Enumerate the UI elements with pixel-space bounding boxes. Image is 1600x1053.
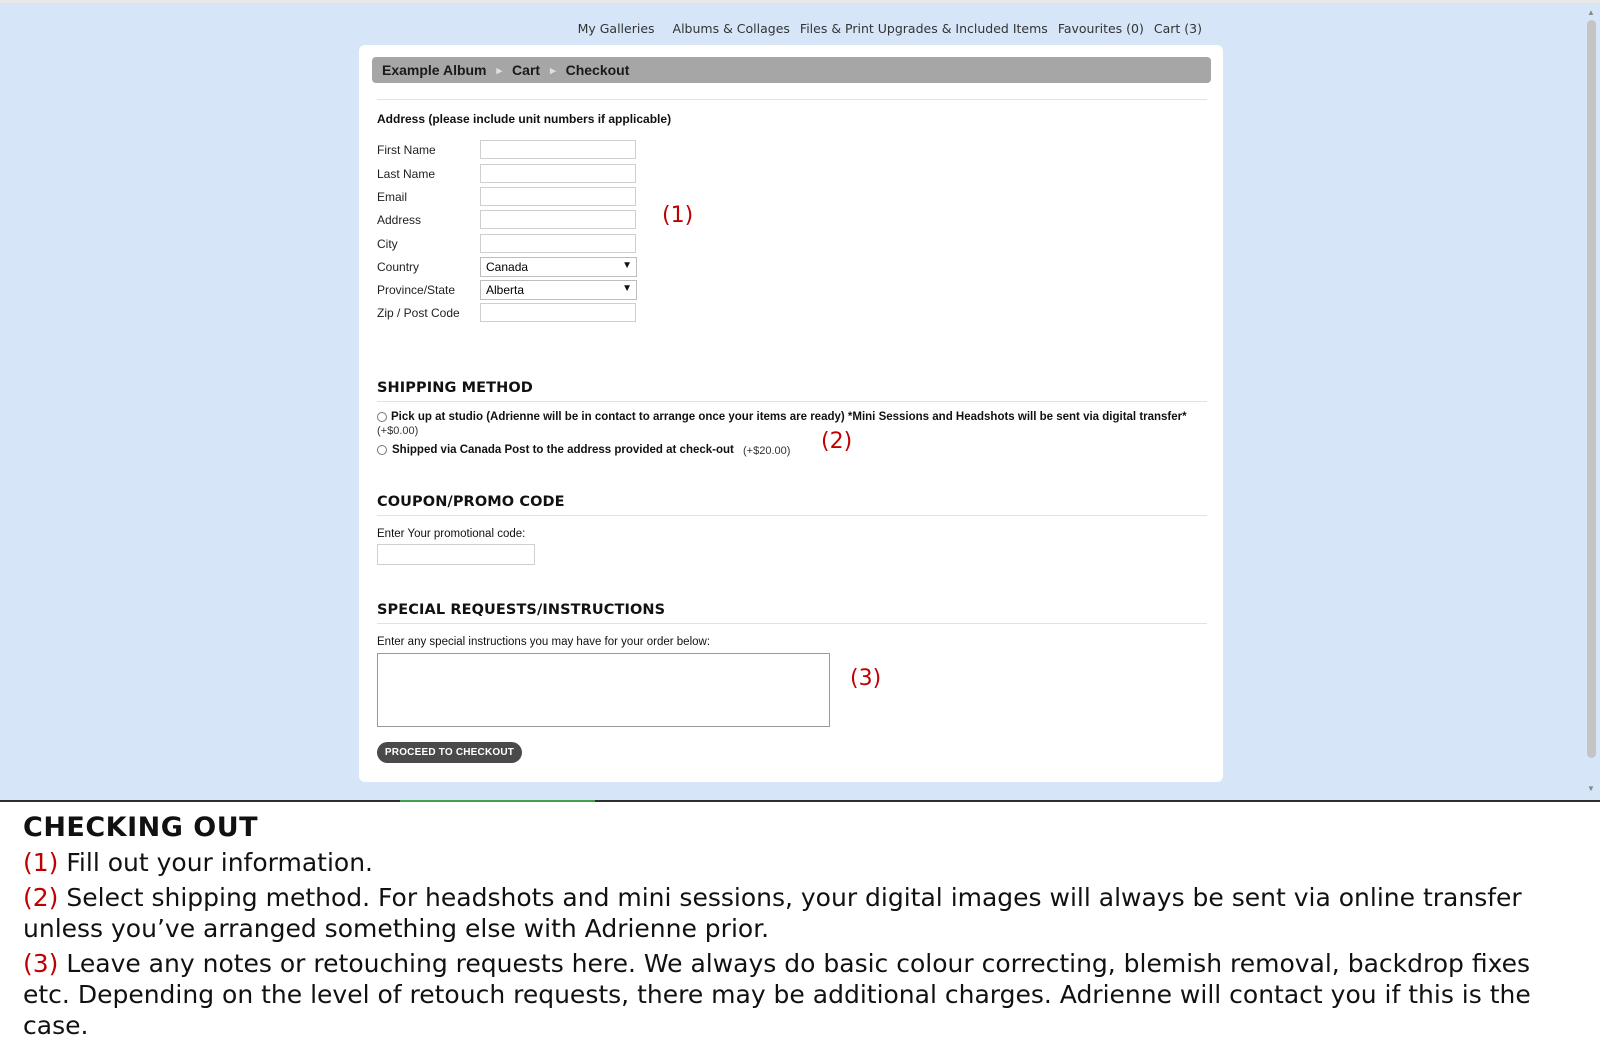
shipping-pickup-label: Pick up at studio (Adrienne will be in contact to arrange once your items are ready) *Mini Sessions and Headshots will be sent via digital transfer* (391, 411, 1187, 423)
address-input[interactable] (480, 210, 636, 229)
nav-files-print-upgrades[interactable]: Files & Print Upgrades & Included Items (799, 21, 1048, 36)
shipping-pickup-radio[interactable] (377, 412, 387, 422)
instruction-step-3 (23, 948, 1583, 1041)
shipping-canada-post-label: Shipped via Canada Post to the address provided at check-out (392, 444, 734, 456)
scroll-up-icon[interactable]: ▲ (1587, 8, 1595, 17)
country-value: Canada (486, 260, 529, 274)
city-label: City (377, 237, 398, 251)
instruction-step-1 (23, 847, 1583, 878)
proceed-to-checkout-button[interactable]: PROCEED TO CHECKOUT (377, 742, 522, 763)
last-name-input[interactable] (480, 164, 636, 183)
caption-divider-accent (400, 800, 595, 802)
nav-my-galleries[interactable]: My Galleries (577, 21, 655, 36)
step-number: (3) (23, 949, 59, 978)
shipping-canada-post-radio[interactable] (377, 445, 387, 455)
special-requests-label: Enter any special instructions you may have for your order below: (377, 636, 711, 648)
chevron-down-icon: ▼ (622, 260, 632, 271)
email-label: Email (377, 190, 408, 204)
coupon-heading: COUPON/PROMO CODE (377, 494, 565, 510)
special-instructions-textarea[interactable] (377, 653, 830, 727)
zip-input[interactable] (480, 303, 636, 322)
shipping-canada-post-price: (+$20.00) (743, 445, 791, 457)
province-select[interactable] (480, 280, 637, 300)
breadcrumb-cart[interactable]: Cart (512, 62, 541, 78)
address-heading: Address (please include unit numbers if applicable) (377, 112, 672, 126)
first-name-input[interactable] (480, 140, 636, 159)
city-input[interactable] (480, 234, 636, 253)
caption-divider (0, 800, 1600, 802)
country-label: Country (377, 260, 420, 274)
last-name-label: Last Name (377, 167, 436, 181)
section-divider (377, 623, 1207, 624)
shipping-heading: SHIPPING METHOD (377, 380, 533, 396)
province-value: Alberta (486, 283, 525, 297)
chevron-down-icon: ▼ (622, 283, 632, 294)
zip-label: Zip / Post Code (377, 306, 460, 320)
annotation-1: (1) (662, 203, 694, 228)
province-label: Province/State (377, 283, 456, 297)
coupon-label: Enter Your promotional code: (377, 528, 526, 540)
step-text: Leave any notes or retouching requests here. We always do basic colour correcting, blemish removal, backdrop fixes etc. Depending on the level of retouch requests, there may be additional charges. Adrienne will contact you if this is the case. (23, 949, 1531, 1040)
vertical-scrollbar[interactable] (1584, 6, 1598, 796)
step-text: Fill out your information. (66, 848, 374, 877)
shipping-pickup-price: (+$0.00) (377, 425, 419, 437)
email-input[interactable] (480, 187, 636, 206)
instructions-caption (23, 812, 1583, 1045)
step-number: (1) (23, 848, 59, 877)
instruction-step-2 (23, 882, 1583, 944)
chevron-right-icon: ▸ (550, 64, 556, 77)
scroll-thumb[interactable] (1587, 20, 1596, 758)
first-name-label: First Name (377, 143, 436, 157)
step-number: (2) (23, 883, 59, 912)
section-divider (377, 99, 1207, 100)
address-label: Address (377, 213, 422, 227)
breadcrumb (372, 57, 1211, 83)
country-select[interactable] (480, 257, 637, 277)
instructions-title: CHECKING OUT (23, 812, 259, 843)
scroll-down-icon[interactable]: ▼ (1587, 784, 1595, 793)
breadcrumb-checkout: Checkout (565, 62, 630, 78)
annotation-2: (2) (821, 429, 853, 454)
nav-favourites[interactable]: Favourites (0) (1057, 21, 1144, 36)
nav-albums-collages[interactable]: Albums & Collages (672, 21, 790, 36)
nav-cart[interactable]: Cart (3) (1153, 21, 1202, 36)
section-divider (377, 401, 1207, 402)
special-requests-heading: SPECIAL REQUESTS/INSTRUCTIONS (377, 602, 666, 618)
step-text: Select shipping method. For headshots and mini sessions, your digital images will always be sent via online transfer unless you’ve arranged something else with Adrienne prior. (23, 883, 1522, 943)
section-divider (377, 515, 1207, 516)
top-navigation (568, 21, 1202, 36)
viewport-top-edge (0, 0, 1600, 3)
checkout-panel (359, 45, 1223, 782)
chevron-right-icon: ▸ (496, 64, 503, 77)
breadcrumb-album[interactable]: Example Album (382, 62, 487, 78)
promo-code-input[interactable] (377, 544, 535, 565)
annotation-3: (3) (850, 666, 882, 691)
